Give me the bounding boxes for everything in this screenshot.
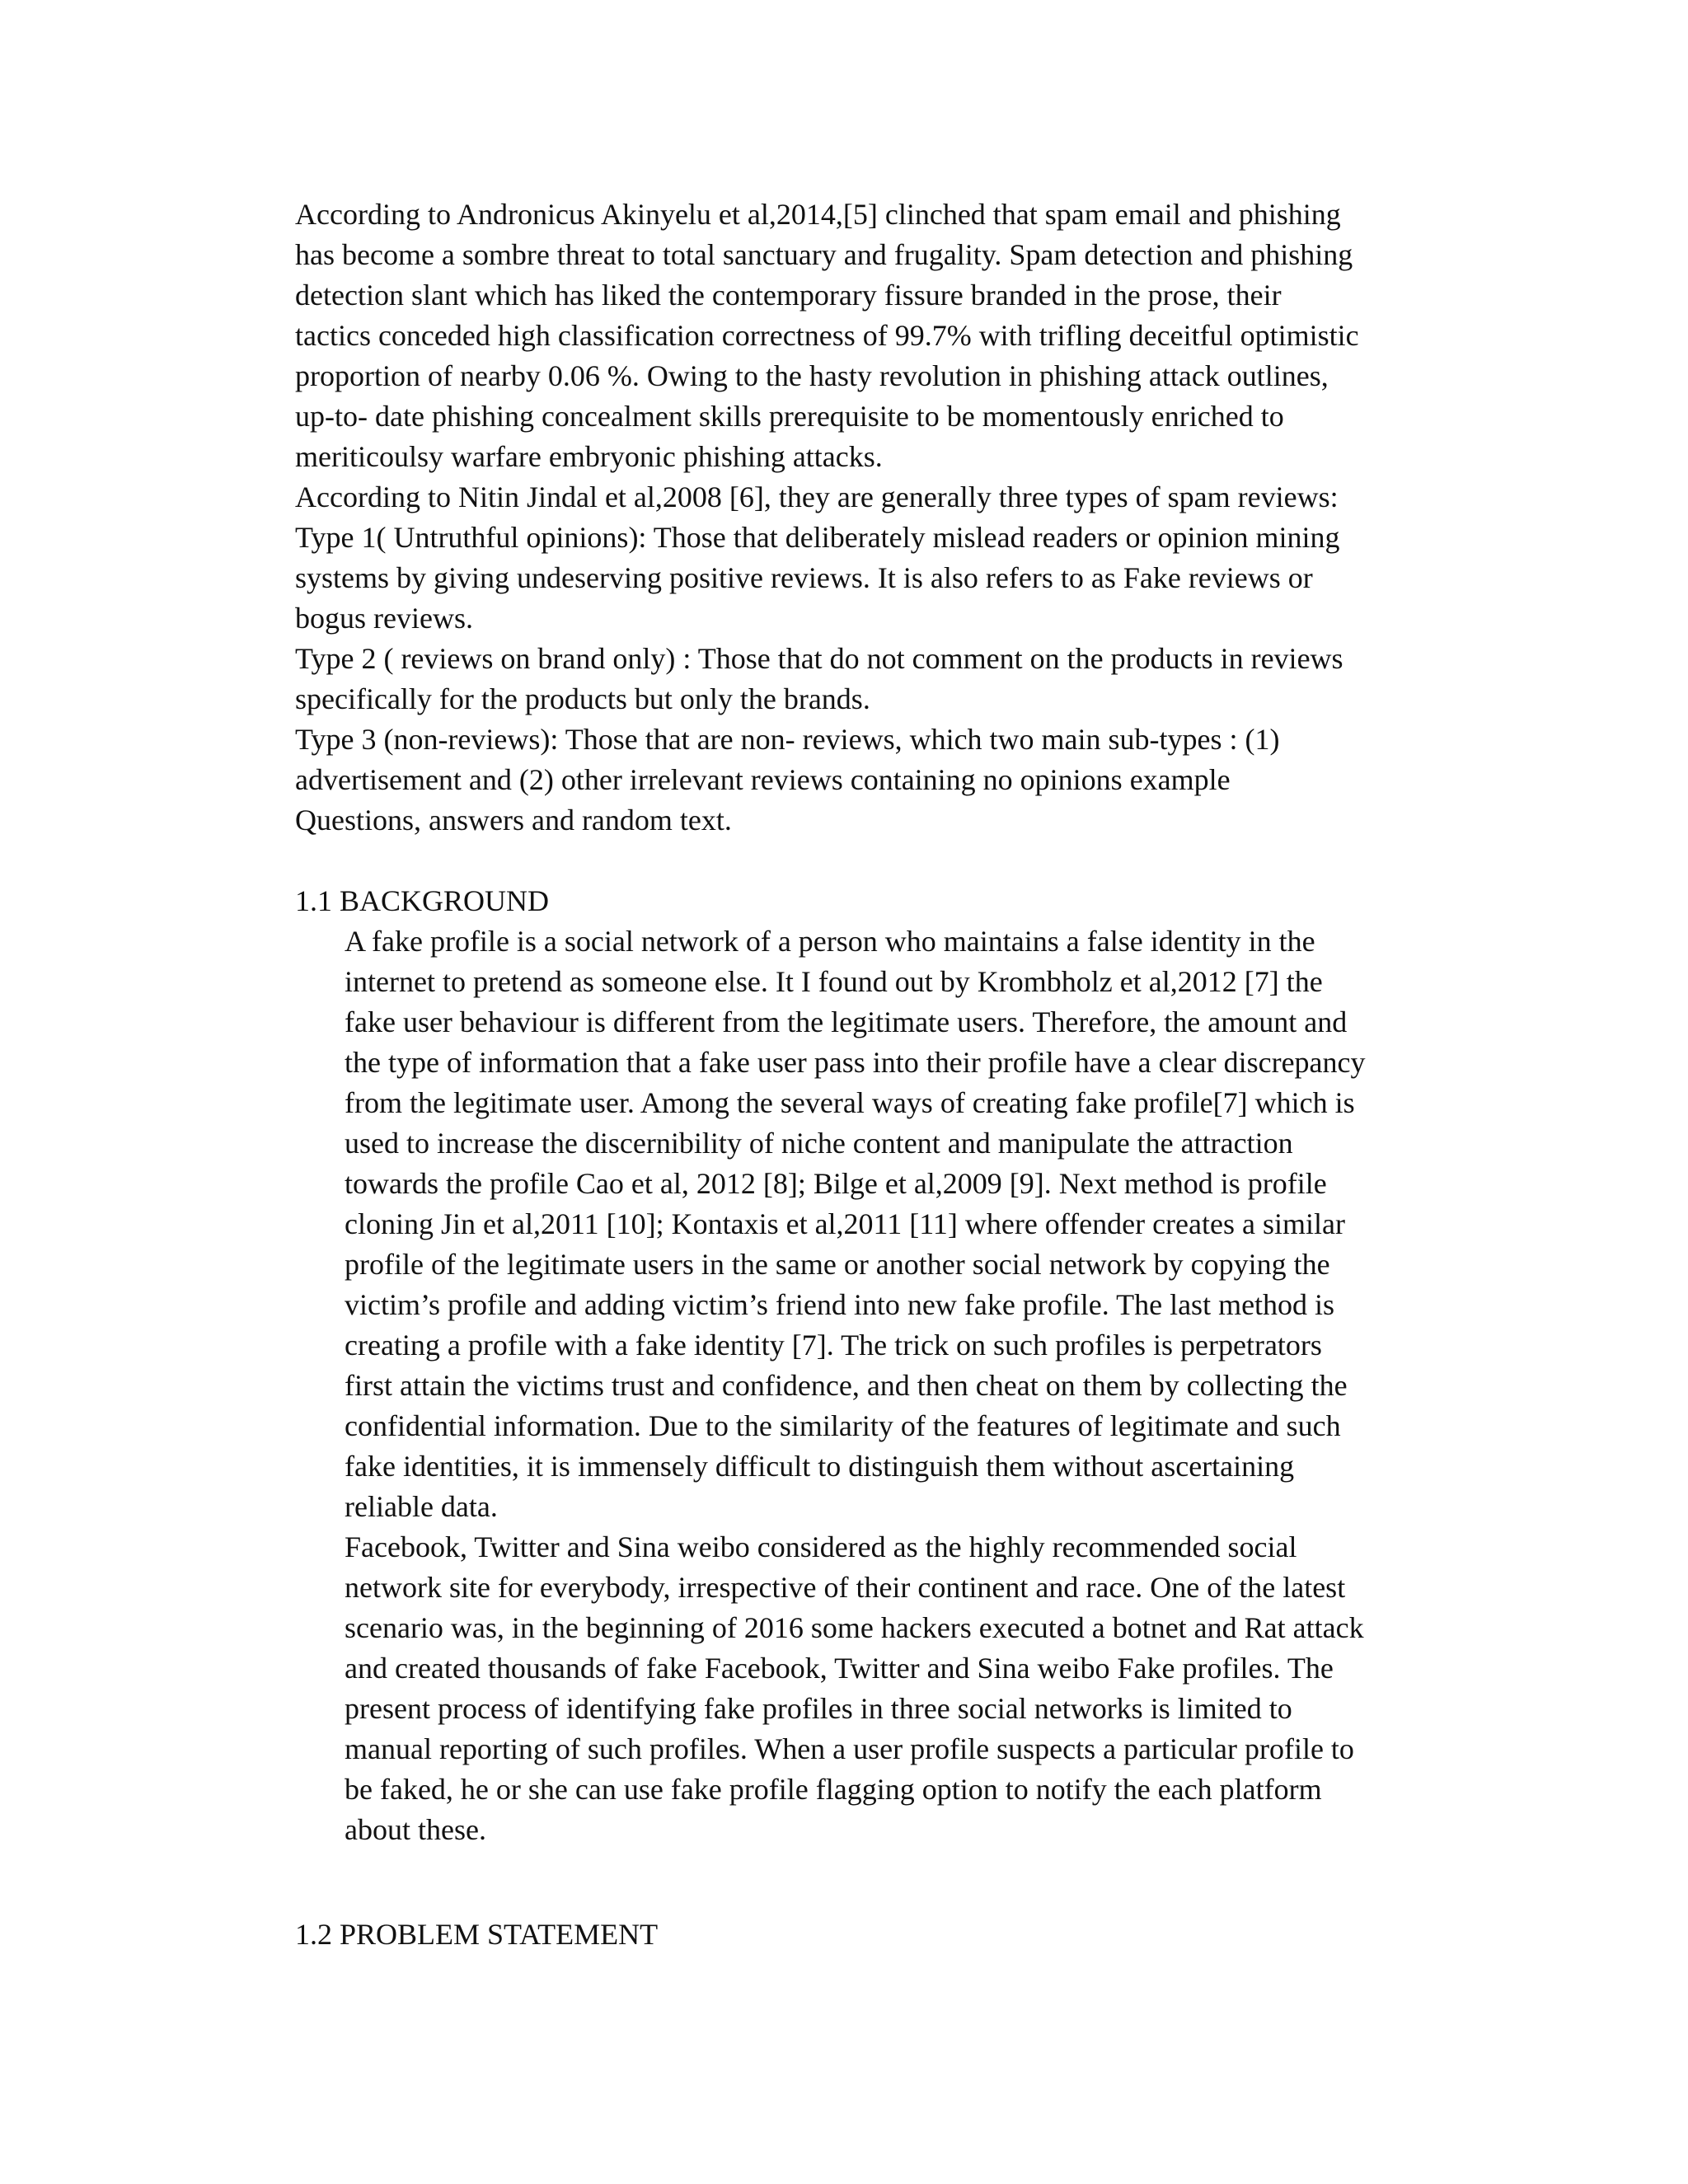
text-line: Type 1( Untruthful opinions): Those that deliberately mislead readers or opinion mining bbox=[295, 521, 1340, 554]
text-line: be faked, he or she can use fake profile flagging option to notify the each platform bbox=[345, 1773, 1322, 1806]
text-line: bogus reviews. bbox=[295, 602, 473, 635]
text-line: meriticoulsy warfare embryonic phishing attacks. bbox=[295, 440, 883, 473]
text-line: proportion of nearby 0.06 %. Owing to the hasty revolution in phishing attack outlines, bbox=[295, 359, 1329, 392]
text-line: According to Andronicus Akinyelu et al,2014,[5] clinched that spam email and phishing bbox=[295, 198, 1341, 231]
text-line: tactics conceded high classification correctness of 99.7% with trifling deceitful optimistic bbox=[295, 319, 1359, 352]
text-line: fake identities, it is immensely difficult to distinguish them without ascertaining bbox=[345, 1450, 1295, 1483]
text-line: reliable data. bbox=[345, 1490, 498, 1523]
text-line: towards the profile Cao et al, 2012 [8]; Bilge et al,2009 [9]. Next method is profile bbox=[345, 1167, 1327, 1200]
text-line: confidential information. Due to the similarity of the features of legitimate and such bbox=[345, 1409, 1341, 1442]
text-line: According to Nitin Jindal et al,2008 [6], they are generally three types of spam reviews: bbox=[295, 480, 1339, 513]
text-line: manual reporting of such profiles. When a user profile suspects a particular profile to bbox=[345, 1732, 1354, 1765]
text-line: specifically for the products but only the brands. bbox=[295, 682, 870, 715]
text-line: profile of the legitimate users in the same or another social network by copying the bbox=[345, 1248, 1330, 1281]
text-line: creating a profile with a fake identity [7]. The trick on such profiles is perpetrators bbox=[345, 1329, 1322, 1361]
text-line: and created thousands of fake Facebook, Twitter and Sina weibo Fake profiles. The bbox=[345, 1652, 1334, 1685]
text-line: Type 3 (non-reviews): Those that are non- reviews, which two main sub-types : (1) bbox=[295, 723, 1280, 756]
section-heading-background: 1.1 BACKGROUND bbox=[295, 884, 550, 917]
text-line: A fake profile is a social network of a person who maintains a false identity in the bbox=[345, 925, 1315, 958]
text-line: network site for everybody, irrespective of their continent and race. One of the latest bbox=[345, 1571, 1346, 1604]
text-line: about these. bbox=[345, 1813, 486, 1846]
text-line: first attain the victims trust and confidence, and then cheat on them by collecting the bbox=[345, 1369, 1348, 1402]
text-line: the type of information that a fake user pass into their profile have a clear discrepancy bbox=[345, 1046, 1366, 1079]
text-line: cloning Jin et al,2011 [10]; Kontaxis et al,2011 [11] where offender creates a similar bbox=[345, 1207, 1345, 1240]
text-line: from the legitimate user. Among the several ways of creating fake profile[7] which is bbox=[345, 1086, 1355, 1119]
text-line: victim’s profile and adding victim’s friend into new fake profile. The last method is bbox=[345, 1288, 1335, 1321]
text-line: fake user behaviour is different from the legitimate users. Therefore, the amount and bbox=[345, 1005, 1348, 1038]
text-line: detection slant which has liked the contemporary fissure branded in the prose, their bbox=[295, 279, 1282, 312]
text-line: up-to- date phishing concealment skills prerequisite to be momentously enriched to bbox=[295, 400, 1284, 433]
text-line: systems by giving undeserving positive reviews. It is also refers to as Fake reviews or bbox=[295, 561, 1313, 594]
text-line: present process of identifying fake profiles in three social networks is limited to bbox=[345, 1692, 1292, 1725]
text-line: internet to pretend as someone else. It I found out by Krombholz et al,2012 [7] the bbox=[345, 965, 1323, 998]
text-line: Questions, answers and random text. bbox=[295, 804, 732, 837]
text-line: scenario was, in the beginning of 2016 some hackers executed a botnet and Rat attack bbox=[345, 1611, 1364, 1644]
text-line: Facebook, Twitter and Sina weibo considered as the highly recommended social bbox=[345, 1530, 1297, 1563]
text-line: Type 2 ( reviews on brand only) : Those that do not comment on the products in reviews bbox=[295, 642, 1343, 675]
section-heading-problem-statement: 1.2 PROBLEM STATEMENT bbox=[295, 1918, 659, 1951]
text-line: has become a sombre threat to total sanctuary and frugality. Spam detection and phishing bbox=[295, 238, 1353, 271]
text-line: used to increase the discernibility of niche content and manipulate the attraction bbox=[345, 1127, 1293, 1160]
text-line: advertisement and (2) other irrelevant reviews containing no opinions example bbox=[295, 763, 1231, 796]
